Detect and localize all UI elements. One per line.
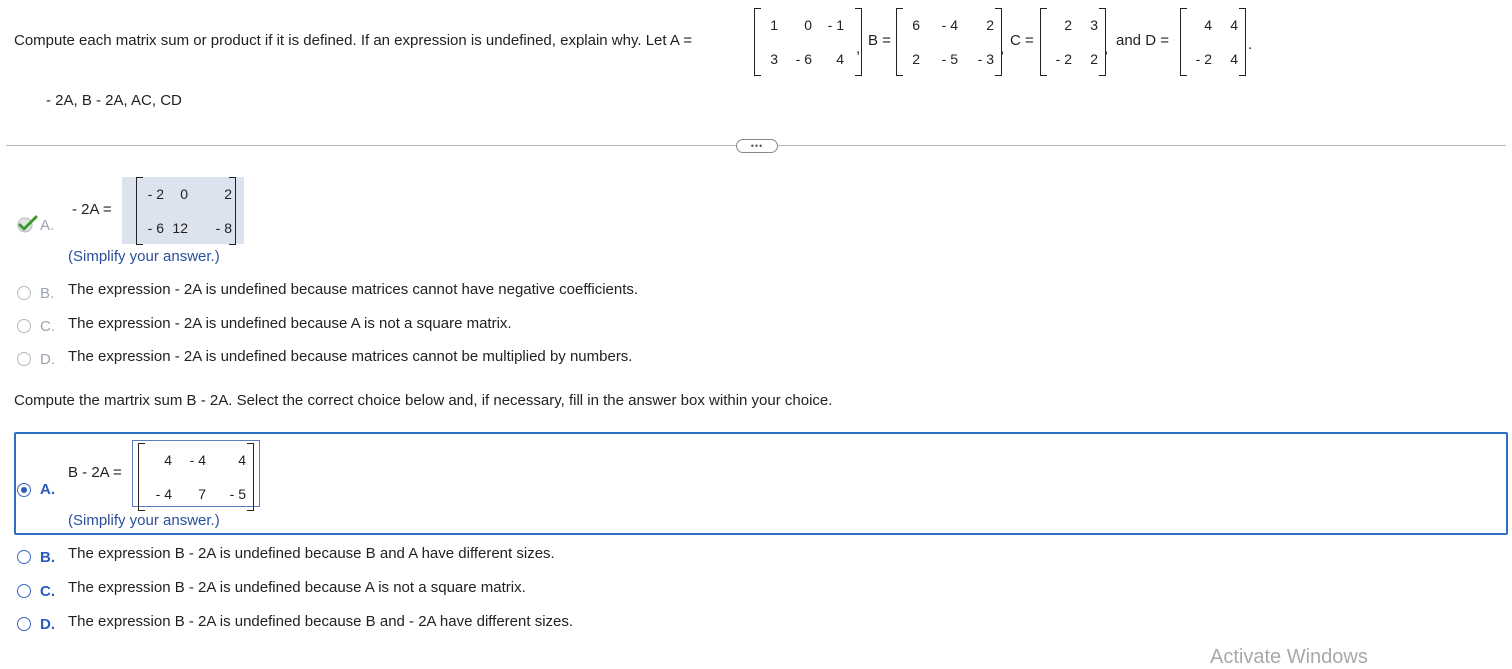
option-text: The expression B - 2A is undefined because B and A have different sizes.	[68, 545, 555, 562]
expression-label: B - 2A =	[68, 464, 122, 481]
label-c: C =	[1010, 32, 1034, 49]
option-letter: C.	[40, 583, 55, 600]
option-letter: D.	[40, 616, 55, 633]
check-icon	[16, 214, 38, 234]
simplify-hint: (Simplify your answer.)	[68, 248, 220, 265]
radio-option-c[interactable]	[17, 319, 31, 333]
radio-option-b[interactable]	[17, 550, 31, 564]
matrix-d: 4 4 - 2 4	[1180, 8, 1246, 76]
radio-option-c[interactable]	[17, 584, 31, 598]
matrix-c: 2 3 - 2 2	[1040, 8, 1106, 76]
answer-matrix: - 2 0 2 - 6 12 - 8	[136, 177, 236, 245]
simplify-hint: (Simplify your answer.)	[68, 512, 220, 529]
expressions-list: - 2A, B - 2A, AC, CD	[46, 92, 182, 109]
radio-option-a[interactable]	[17, 483, 31, 497]
option-letter: A.	[40, 481, 55, 498]
label-b: B =	[868, 32, 891, 49]
question-prompt: Compute each matrix sum or product if it is defined. If an expression is undefined, explain why. Let A =	[14, 32, 693, 49]
more-button[interactable]: •••	[736, 139, 778, 153]
option-letter: B.	[40, 549, 55, 566]
option-text: The expression B - 2A is undefined because B and - 2A have different sizes.	[68, 613, 574, 630]
comma-separator: ,	[1104, 40, 1109, 57]
option-letter: A.	[40, 217, 55, 234]
radio-option-d[interactable]	[17, 352, 31, 366]
matrix-b: 6 - 4 2 2 - 5 - 3	[896, 8, 1002, 76]
option-text: The expression - 2A is undefined because matrices cannot be multiplied by numbers.	[68, 348, 633, 365]
expression-label: - 2A =	[72, 201, 112, 218]
option-text: The expression B - 2A is undefined because A is not a square matrix.	[68, 579, 526, 596]
windows-activation-watermark: Activate Windows	[1210, 646, 1368, 668]
matrix-a: 1 0 - 1 3 - 6 4	[754, 8, 862, 76]
comma-separator: ,	[856, 40, 861, 57]
period: .	[1248, 36, 1253, 53]
option-letter: B.	[40, 285, 55, 302]
radio-option-d[interactable]	[17, 617, 31, 631]
label-and-d: and D =	[1116, 32, 1169, 49]
option-text: The expression - 2A is undefined because matrices cannot have negative coefficients.	[68, 281, 639, 298]
option-letter: D.	[40, 351, 55, 368]
part2-instruction: Compute the martrix sum B - 2A. Select the correct choice below and, if necessary, fill in the answer box within your choice.	[14, 392, 833, 409]
answer-matrix: 4 - 4 4 - 4 7 - 5	[138, 443, 254, 511]
option-letter: C.	[40, 318, 55, 335]
radio-option-b[interactable]	[17, 286, 31, 300]
comma-separator: ,	[1000, 40, 1005, 57]
option-text: The expression - 2A is undefined because A is not a square matrix.	[68, 315, 512, 332]
